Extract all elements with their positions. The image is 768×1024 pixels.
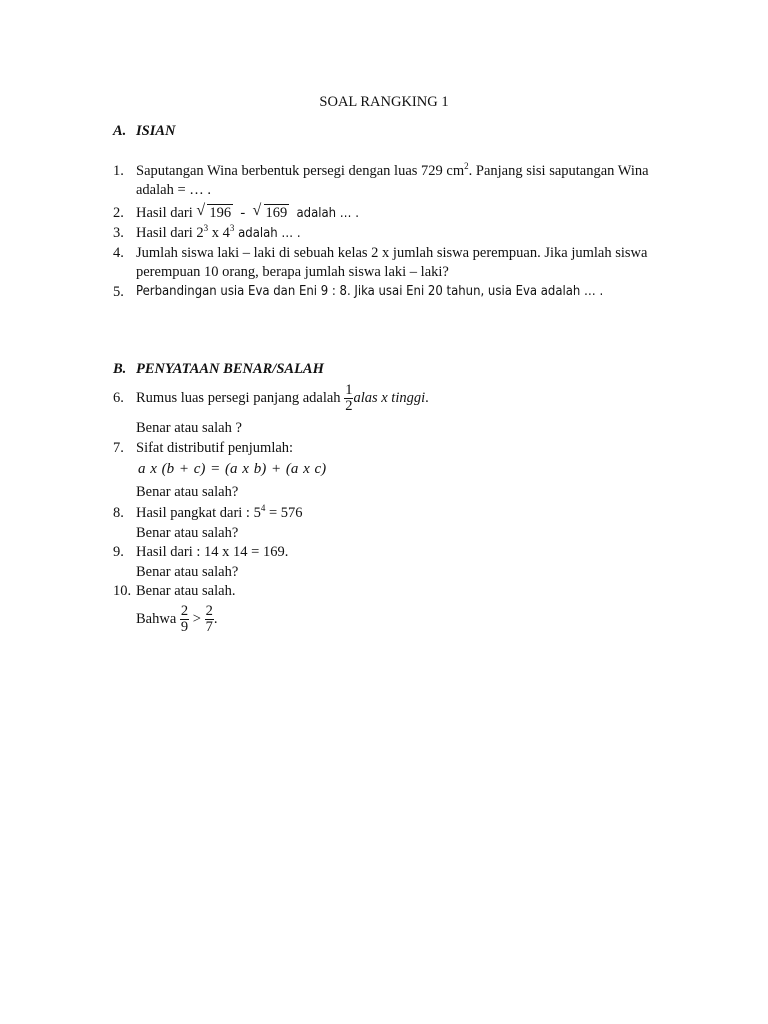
q1-superscript: 2 — [464, 161, 469, 171]
q3-sup1: 3 — [203, 223, 209, 233]
radicand-169: 169 — [265, 205, 288, 221]
q3-prefix: Hasil dari 2 — [136, 225, 204, 241]
fraction-numerator: 2 — [180, 603, 189, 620]
q6-formula: alas x tinggi — [353, 390, 426, 406]
q9-question: Benar atau salah? — [136, 564, 239, 580]
q10-inequality — [136, 600, 217, 638]
q8-prefix: Hasil pangkat dari : 5 — [136, 505, 261, 521]
fraction-denominator: 7 — [205, 619, 213, 636]
q2-number: 2. — [113, 205, 124, 221]
q7-question: Benar atau salah? — [136, 484, 239, 500]
q3-suffix: adalah … . — [234, 226, 301, 241]
q4-line2: perempuan 10 orang, berapa jumlah siswa laki – laki? — [136, 264, 449, 280]
q2-suffix: adalah … . — [296, 206, 359, 221]
radicand-196: 196 — [209, 205, 232, 221]
q10-text: Benar atau salah. — [136, 583, 236, 599]
q3-line — [136, 224, 301, 243]
q10-prefix: Bahwa — [136, 611, 177, 627]
q8-number: 8. — [113, 505, 124, 521]
q3-number: 3. — [113, 225, 124, 241]
sqrt-196 — [196, 204, 233, 222]
section-a-heading — [113, 122, 176, 140]
fraction-numerator: 2 — [205, 603, 213, 620]
document-title: SOAL RANGKING 1 — [319, 94, 449, 110]
q8-question: Benar atau salah? — [136, 525, 239, 541]
q1-line2: adalah = … . — [136, 182, 212, 198]
q9-text: Hasil dari : 14 x 14 = 169. — [136, 544, 289, 560]
radical-icon: √ — [252, 202, 262, 219]
q5-number: 5. — [113, 284, 124, 300]
q1-number: 1. — [113, 163, 124, 179]
q6-prefix: Rumus luas persegi panjang adalah — [136, 390, 341, 406]
fraction-two-sevenths — [205, 604, 214, 635]
greater-than-sign: > — [192, 611, 201, 627]
q6-question: Benar atau salah ? — [136, 420, 242, 436]
fraction-two-ninths — [180, 604, 189, 635]
q6-line — [136, 379, 429, 417]
fraction-denominator: 9 — [180, 619, 189, 636]
q8-sup: 4 — [260, 503, 266, 513]
q2-prefix: Hasil dari — [136, 205, 193, 221]
section-b-heading — [113, 360, 324, 378]
q6-number: 6. — [113, 390, 124, 406]
section-a-letter: A. — [113, 123, 127, 139]
q4-line1: Jumlah siswa laki – laki di sebuah kelas 2 x jumlah siswa perempuan. Jika jumlah siswa — [136, 245, 648, 261]
section-b-title: PENYATAAN BENAR/SALAH — [136, 361, 324, 377]
radical-icon: √ — [196, 202, 206, 219]
q6-end: . — [425, 390, 429, 406]
q3-sup2: 3 — [229, 223, 235, 233]
section-a-title: ISIAN — [136, 123, 176, 139]
q10-number: 10. — [113, 583, 132, 599]
q2-line — [136, 204, 359, 223]
fraction-denominator: 2 — [345, 398, 353, 415]
q1-line1 — [136, 162, 649, 180]
q9-number: 9. — [113, 544, 124, 560]
sqrt-169 — [253, 204, 290, 222]
q8-suffix: = 576 — [265, 505, 303, 521]
q4-number: 4. — [113, 245, 124, 261]
q7-formula: a x (b + c) = (a x b) + (a x c) — [138, 461, 327, 477]
q2-minus: - — [240, 205, 246, 221]
q8-line — [136, 504, 303, 522]
section-b-letter: B. — [113, 361, 127, 377]
q1-text-b: . Panjang sisi saputangan Wina — [468, 163, 649, 179]
q1-text-a: Saputangan Wina berbentuk persegi dengan luas 729 cm — [136, 163, 465, 179]
q10-end: . — [213, 611, 218, 627]
q5-text: Perbandingan usia Eva dan Eni 9 : 8. Jika usai Eni 20 tahun, usia Eva adalah … . — [136, 284, 604, 299]
q3-mid: x 4 — [208, 225, 230, 241]
q7-number: 7. — [113, 440, 124, 456]
q7-text: Sifat distributif penjumlah: — [136, 440, 294, 456]
fraction-numerator: 1 — [345, 382, 353, 399]
